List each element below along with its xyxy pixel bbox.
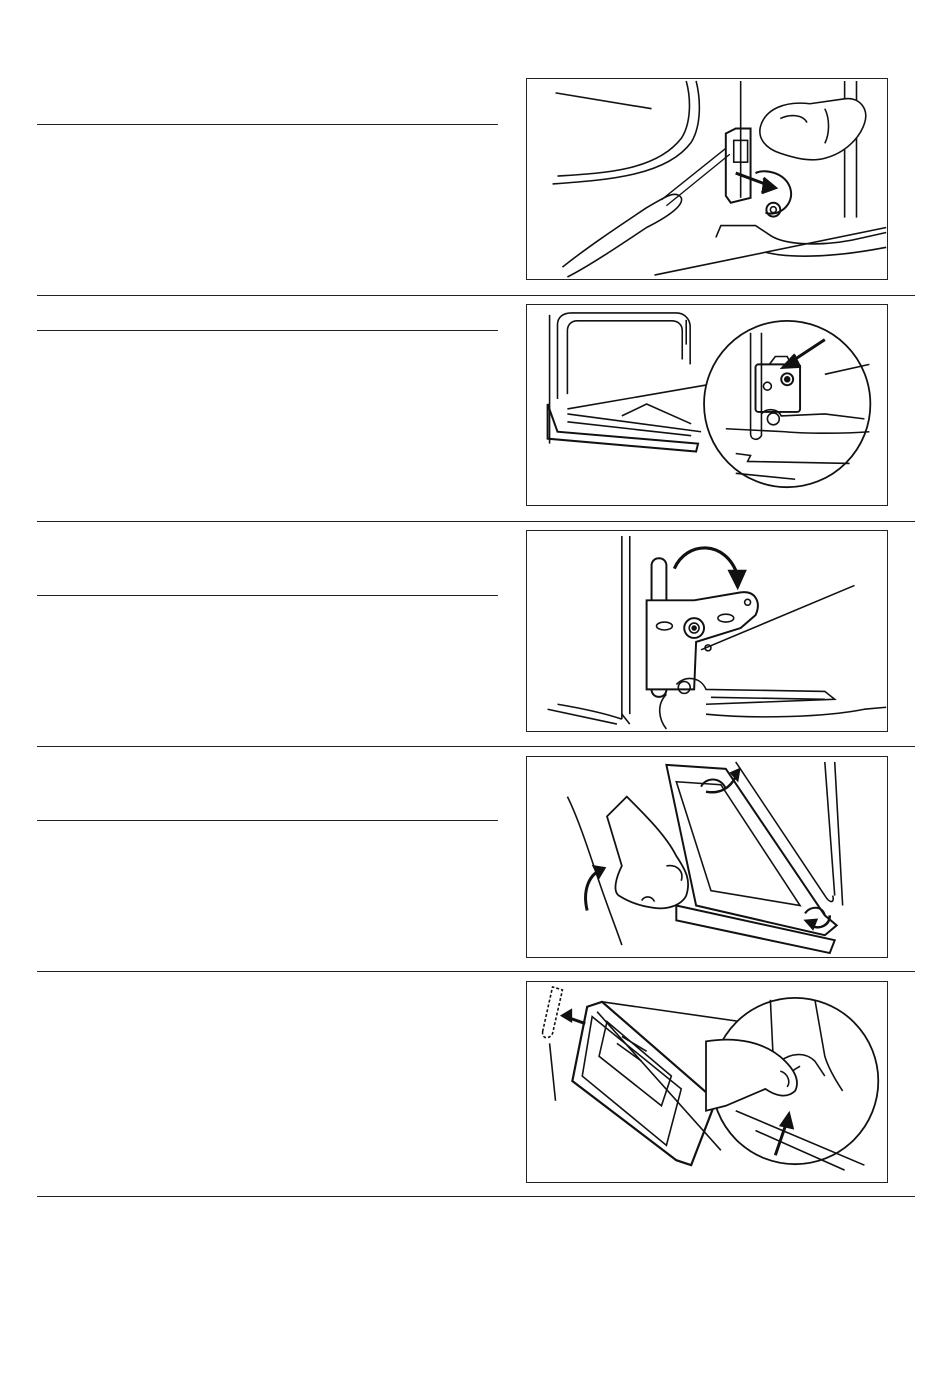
remove-glass-panel-drawing [527,982,887,1182]
step-5-illustration [526,981,888,1183]
step-1-subsection-rule [37,124,498,125]
hinge-lever-rotation-drawing [527,531,887,731]
step-5-section-rule [37,1196,915,1197]
step-3-illustration [526,530,888,732]
step-2-section-rule [37,521,915,522]
step-1-section-rule [37,295,915,296]
step-1-illustration [526,78,888,280]
step-3-section-rule [37,746,915,747]
step-4-illustration [526,756,888,958]
step-2-subsection-rule [37,330,498,331]
screwdriver-hinge-drawing [527,79,887,279]
step-4-section-rule [37,971,915,972]
hinge-lock-detail-drawing [527,305,887,505]
step-4-subsection-rule [37,820,498,821]
step-2-illustration [526,304,888,506]
step-3-subsection-rule [37,595,498,596]
lifting-door-drawing [527,757,887,957]
